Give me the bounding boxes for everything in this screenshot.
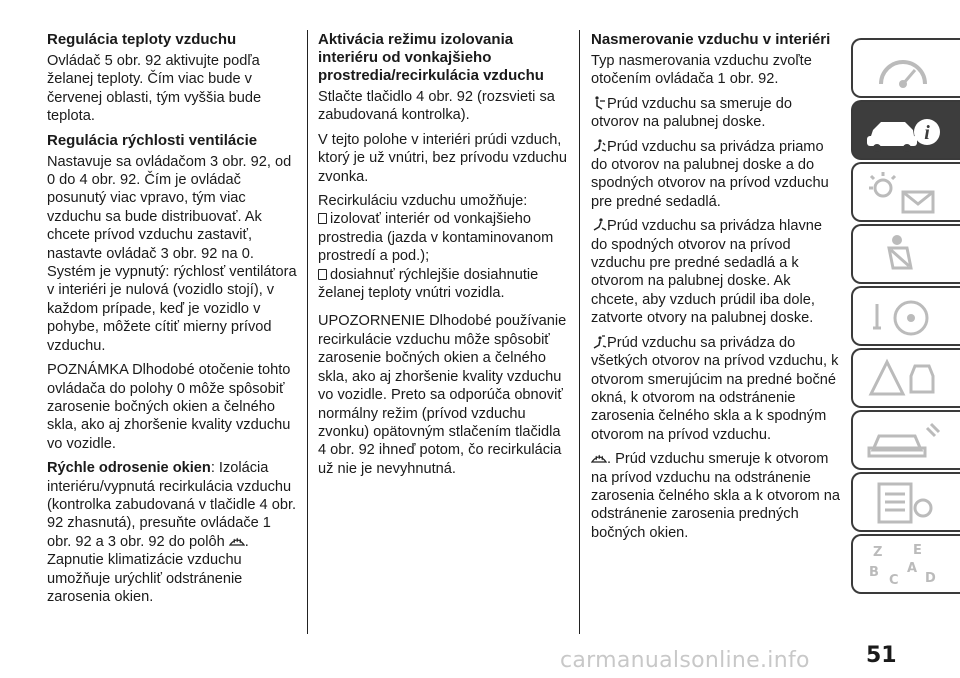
heading-temperature: Regulácia teploty vzduchu xyxy=(47,31,237,48)
mode-item-5: . Prúd vzduchu smeruje k otvorom na prívod vzduchu na odstránenie zarosenia čelného skla a k otvorom na odstránenie zarosenia predných bočných okien. xyxy=(591,451,841,541)
tab-car-info[interactable] xyxy=(851,100,960,160)
seat-safety-icon xyxy=(863,232,943,278)
mode-item-1: Prúd vzduchu sa smeruje do otvorov na palubnej doske. xyxy=(591,95,792,131)
tab-starting-driving[interactable] xyxy=(851,286,960,346)
tab-emergency[interactable] xyxy=(851,348,960,408)
bullet-icon xyxy=(318,213,327,224)
warning-lights-icon xyxy=(863,170,943,216)
page-number: 51 xyxy=(866,643,897,668)
watermark: carmanualsonline.info xyxy=(560,648,810,673)
tab-warning-lights[interactable] xyxy=(851,162,960,222)
heading-defrost: Rýchle odrosenie okien xyxy=(47,460,211,477)
column-left xyxy=(47,31,297,612)
column-divider-2 xyxy=(579,30,580,634)
text-recirc-1: Stlačte tlačidlo 4 obr. 92 (rozsvieti sa zabudovaná kontrolka). xyxy=(318,89,555,124)
column-right xyxy=(591,31,841,548)
bullet-text-1: izolovať interiér od vonkajšieho prostredia (jazda v kontaminovanom prostredí a pod.); xyxy=(318,211,554,265)
text-defrost xyxy=(47,459,297,606)
text-recirc-2: V tejto polohe v interiéri prúdi vzduch, ktorý je už vnútri, bez prívodu vzduchu zvonka. xyxy=(318,131,568,185)
text-temperature: Ovládač 5 obr. 92 aktivujte podľa želanej teploty. Čím viac bude v červenej oblasti, tým vyššia bude teplota. xyxy=(47,53,262,125)
car-info-icon xyxy=(863,108,943,154)
text-warning: UPOZORNENIE Dlhodobé používanie recirkulácie vzduchu môže spôsobiť zarosenie bočných okien a čelného skla, ako aj zhoršenie kvality vzduchu vo vozidle. Preto sa odporúča obnoviť normálny režim (prívod vzduchu zvonku) opätovným stlačením tlačidla 4 obr. 92 ihneď potom, čo recirkulácia už nie je nevyhnutná. xyxy=(318,313,567,477)
svg-text:C: C xyxy=(889,573,899,588)
svg-text:B: B xyxy=(869,565,879,580)
text-distribution-intro: Typ nasmerovania vzduchu zvoľte otočením ovládača 1 obr. 92. xyxy=(591,53,812,88)
tab-technical-data[interactable] xyxy=(851,472,960,532)
windshield-defrost-icon xyxy=(229,534,245,548)
index-icon xyxy=(863,542,943,588)
svg-text:D: D xyxy=(925,571,936,586)
mode-item-4: Prúd vzduchu sa privádza do všetkých otvorov na prívod vzduchu, k otvorom smerujúcim na predné bočné okná, k otvorom na odstránenie zarosenia čelného skla a k spodným otvorom na prívod vzduchu. xyxy=(591,334,839,443)
svg-text:E: E xyxy=(913,543,922,558)
heading-recirculation: Aktivácia režimu izolovania interiéru od vonkajšieho prostredia/recirkulácia vzduchu xyxy=(318,31,544,84)
bullet-text-2: dosiahnuť rýchlejšie dosiahnutie želanej teploty vnútri vozidla. xyxy=(318,266,539,302)
tab-safety[interactable] xyxy=(851,224,960,284)
bullet-icon xyxy=(318,269,327,280)
text-note: POZNÁMKA Dlhodobé otočenie tohto ovládača do polohy 0 môže spôsobiť zarosenie bočných okien a čelného skla, ako aj zhoršenie kvality vzduchu vo vozidle. xyxy=(47,362,291,452)
heading-air-distribution: Nasmerovanie vzduchu v interiéri xyxy=(591,31,831,48)
steering-wheel-icon xyxy=(863,294,943,340)
column-divider-1 xyxy=(307,30,308,634)
mode-item-2: Prúd vzduchu sa privádza priamo do otvorov na palubnej doske a do spodných otvorov na prívod vzduchu pre predné sedadlá. xyxy=(591,138,829,210)
svg-text:i: i xyxy=(924,122,930,144)
text-defrost-b: . Zapnutie klimatizácie vzduchu umožňuje urýchliť odstránenie zarosenia okien. xyxy=(47,533,249,605)
bullet-item-2 xyxy=(318,266,570,303)
chapter-tabs xyxy=(851,0,960,678)
windshield-defrost-icon xyxy=(591,451,607,465)
mode-item-3: Prúd vzduchu sa privádza hlavne do spodných otvorov na prívod vzduchu pre predné sedadlá a k otvorom na palubnej doske. Ak chcete, aby vzduch prúdil iba dole, zatvorte otvory na palubnej doske. xyxy=(591,218,822,327)
emergency-icon xyxy=(863,356,943,402)
tab-getting-to-know[interactable] xyxy=(851,38,960,98)
tab-index[interactable] xyxy=(851,534,960,594)
maintenance-icon xyxy=(863,418,943,464)
svg-text:A: A xyxy=(907,561,918,576)
text-defrost-a: : Izolácia interiéru/vypnutá recirkulácia vzduchu (kontrolka zabudovaná v tlačidle 4 obr. 92 zhasnutá), presuňte ovládače 1 obr. 92 a 3 obr. 92 do polôh xyxy=(47,460,297,550)
column-middle xyxy=(318,31,570,484)
tab-maintenance[interactable] xyxy=(851,410,960,470)
text-fan-speed: Nastavuje sa ovládačom 3 obr. 92, od 0 do 4 obr. 92. Čím je ovládač posunutý viac vpravo, tým viac vzduchu sa bude distribuovať. Ak chcete prívod vzduchu zastaviť, nastavte ovládač 3 obr. 92 na 0. Systém je vypnutý: rýchlosť ventilátora v interiéri je nulová (vozidlo stojí), v každom prípade, keď je vozidlo v pohybe, môžete cítiť mierny prívod vzduchu. xyxy=(47,153,297,354)
air-to-face-and-feet-icon xyxy=(591,139,607,153)
air-to-feet-and-windshield-icon xyxy=(591,335,607,349)
svg-text:Z: Z xyxy=(873,545,883,560)
technical-data-icon xyxy=(863,480,943,526)
heading-fan-speed: Regulácia rýchlosti ventilácie xyxy=(47,131,258,149)
text-recirc-3: Recirkuláciu vzduchu umožňuje: xyxy=(318,193,528,210)
air-to-feet-icon xyxy=(591,218,607,232)
bullet-item-1 xyxy=(318,210,570,265)
air-to-face-icon xyxy=(591,96,607,110)
dashboard-icon xyxy=(863,46,943,92)
